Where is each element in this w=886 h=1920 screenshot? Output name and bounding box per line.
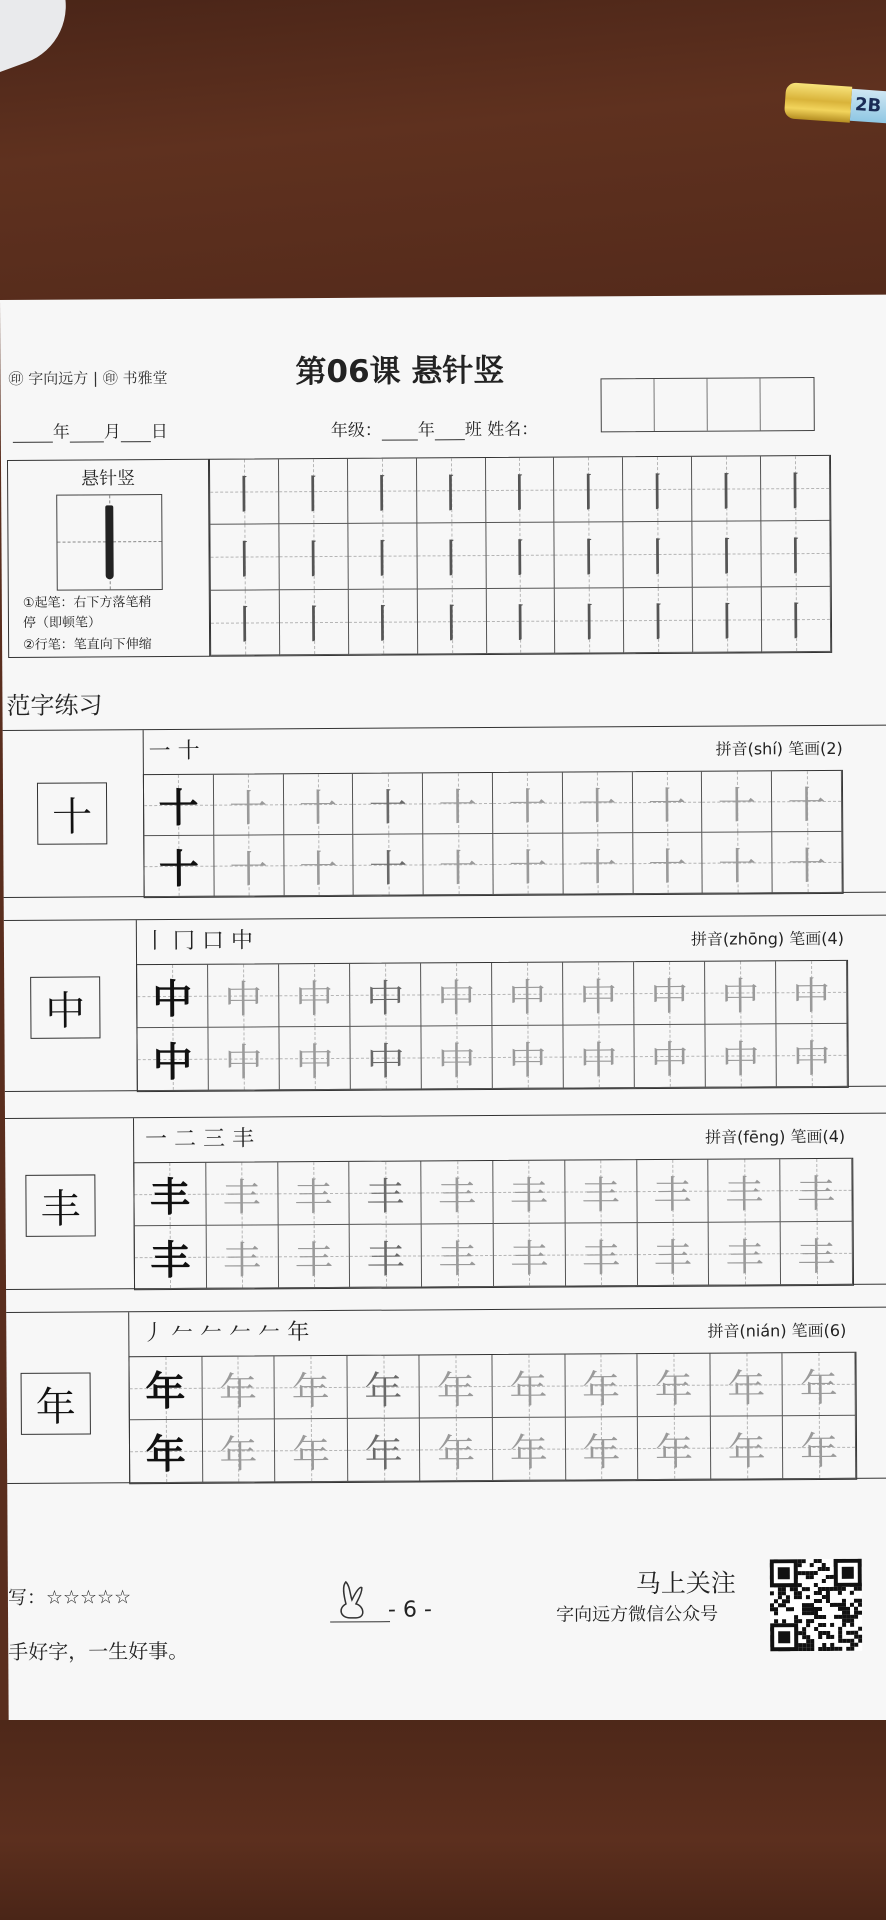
handwritten-glyph: 丰 (222, 1174, 261, 1220)
handwritten-glyph: 中 (366, 1039, 405, 1084)
handwritten-glyph: 中 (650, 974, 689, 1019)
practice-cell[interactable] (702, 771, 772, 832)
practice-cell[interactable] (214, 774, 284, 835)
handwritten-glyph: 年 (654, 1366, 693, 1411)
stroke-note-move: ②行笔：笔直向下伸缩 (23, 637, 152, 653)
practice-cell[interactable] (623, 457, 692, 523)
practice-cell[interactable] (350, 1161, 422, 1224)
practice-cell[interactable] (211, 590, 280, 656)
pinyin-strokes-info (715, 736, 842, 760)
handwritten-glyph: 丰 (437, 1173, 477, 1218)
handwritten-glyph: 年 (654, 1429, 694, 1474)
name-box[interactable] (760, 378, 813, 430)
handwritten-glyph: 年 (727, 1365, 766, 1411)
practice-cell[interactable] (214, 835, 284, 896)
grade-year-label: 年 (417, 420, 435, 441)
character-practice-grid[interactable] (133, 1158, 854, 1290)
pencil-ferrule (784, 82, 852, 123)
handwritten-glyph: 丰 (725, 1171, 764, 1217)
name-boxes[interactable] (600, 377, 814, 432)
practice-stroke: 丨 (431, 601, 472, 648)
practice-stroke: 丨 (431, 536, 472, 583)
handwritten-glyph: 丰 (581, 1235, 621, 1280)
practice-cell[interactable] (563, 772, 633, 833)
model-character: 中 (30, 976, 100, 1038)
practice-cell[interactable] (705, 961, 776, 1024)
practice-stroke: 丨 (706, 469, 747, 516)
practice-cell[interactable] (634, 962, 705, 1025)
practice-cell[interactable] (284, 835, 354, 896)
model-glyph: 十 (158, 845, 200, 893)
brand-logo: ㊞ 字向远方 | ㊞ 书雅堂 (8, 368, 168, 388)
practice-cell[interactable] (420, 1418, 493, 1481)
practice-cell[interactable] (421, 963, 492, 1026)
handwritten-glyph: 中 (792, 973, 831, 1018)
stroke-note-start: ①起笔：右下方落笔稍 (22, 595, 152, 611)
model-character: 年 (21, 1372, 91, 1434)
handwritten-glyph: 年 (437, 1430, 476, 1475)
handwritten-glyph: 丰 (438, 1236, 477, 1281)
practice-cell[interactable] (354, 834, 424, 895)
practice-cell[interactable] (279, 1027, 350, 1090)
model-glyph: 中 (152, 1038, 193, 1086)
practice-cell[interactable] (494, 1224, 566, 1287)
practice-cell[interactable] (349, 589, 418, 655)
practice-cell[interactable] (130, 1420, 203, 1483)
character-block (3, 725, 886, 898)
vertical-stroke-icon (105, 505, 113, 579)
practice-cell[interactable] (637, 1223, 709, 1286)
practice-cell[interactable] (711, 1416, 784, 1479)
practice-cell[interactable] (565, 1223, 637, 1286)
practice-cell[interactable] (350, 1224, 422, 1287)
practice-cell[interactable] (486, 458, 555, 524)
practice-cell[interactable] (709, 1159, 781, 1222)
handwritten-glyph: 丰 (797, 1234, 836, 1279)
practice-cell[interactable] (417, 458, 486, 524)
stroke-note-start-cont: 停（即顿笔） (22, 615, 102, 631)
practice-cell[interactable] (493, 773, 563, 834)
practice-cell[interactable] (563, 833, 633, 894)
date-line (13, 417, 168, 443)
practice-cell[interactable] (634, 1025, 705, 1088)
handwritten-glyph: 年 (509, 1367, 548, 1412)
practice-cell[interactable] (710, 1353, 783, 1416)
practice-cell[interactable] (275, 1419, 348, 1482)
pinyin-strokes-info (691, 926, 844, 950)
strokes-label: 笔画(2) (788, 738, 843, 759)
practice-stroke: 丨 (361, 471, 403, 518)
practice-cell[interactable] (492, 963, 563, 1026)
stroke-guide-title: 悬针竖 (81, 468, 136, 490)
handwritten-glyph: 丰 (796, 1171, 836, 1216)
handwritten-glyph: 丰 (509, 1173, 549, 1218)
handwritten-glyph: 丰 (510, 1236, 549, 1281)
practice-cell[interactable] (350, 1026, 421, 1089)
handwritten-glyph: 十 (229, 846, 268, 892)
practice-cell[interactable] (208, 964, 279, 1027)
practice-cell[interactable] (279, 964, 350, 1027)
practice-cell[interactable] (693, 587, 762, 653)
handwritten-glyph: 中 (721, 1036, 760, 1082)
handwritten-glyph: 十 (298, 785, 338, 830)
practice-cell[interactable] (638, 1354, 711, 1417)
practice-stroke: 丨 (224, 602, 266, 649)
handwritten-glyph: 十 (578, 783, 617, 828)
practice-cell[interactable] (624, 587, 693, 653)
practice-cell[interactable] (555, 523, 624, 589)
practice-cell[interactable] (761, 521, 830, 587)
practice-stroke: 丨 (293, 602, 334, 649)
pinyin-strokes-info (707, 1318, 846, 1342)
practice-stroke: 丨 (362, 601, 403, 649)
practice-stroke: 丨 (707, 599, 748, 647)
pencil (784, 82, 886, 126)
practice-cell[interactable] (780, 1159, 852, 1222)
motto: 手好字，一生好事。 (8, 1638, 189, 1664)
pinyin-label: 拼音(shí) (715, 739, 784, 759)
rabbit-icon (330, 1578, 390, 1626)
practice-stroke: 丨 (430, 470, 471, 518)
grade-label: 年级： (330, 420, 382, 441)
strokes-label: 笔画(4) (790, 1126, 846, 1147)
practice-cell[interactable] (693, 522, 762, 588)
practice-cell[interactable] (137, 1028, 208, 1091)
practice-cell[interactable] (486, 523, 555, 589)
handwritten-glyph: 年 (364, 1431, 403, 1476)
handwritten-glyph: 十 (787, 843, 827, 888)
practice-cell[interactable] (144, 775, 214, 836)
practice-cell[interactable] (420, 1355, 493, 1418)
stroke-diagram (56, 494, 163, 591)
character-block (6, 1307, 886, 1484)
practice-cell[interactable] (565, 1417, 638, 1480)
handwritten-glyph: 年 (364, 1368, 403, 1413)
practice-stroke: 丨 (499, 535, 541, 582)
practice-cell[interactable] (353, 773, 423, 834)
character-practice-grid[interactable] (128, 1352, 857, 1484)
handwritten-glyph: 年 (291, 1431, 331, 1476)
handwritten-glyph: 年 (219, 1431, 258, 1477)
stroke-order: 一 十 (148, 738, 200, 765)
model-character: 十 (37, 782, 107, 844)
handwritten-glyph: 十 (718, 843, 757, 889)
handwritten-glyph: 中 (366, 976, 405, 1021)
practice-cell[interactable] (709, 1222, 781, 1285)
practice-cell[interactable] (280, 590, 349, 656)
handwritten-glyph: 年 (436, 1367, 475, 1412)
handwritten-glyph: 年 (727, 1428, 766, 1474)
handwritten-glyph: 丰 (653, 1172, 692, 1217)
practice-cell[interactable] (206, 1225, 278, 1288)
practice-stroke: 丨 (706, 534, 747, 581)
handwritten-glyph: 丰 (294, 1174, 333, 1219)
grade-line (331, 415, 539, 441)
handwritten-glyph: 中 (792, 1036, 831, 1081)
practice-cell[interactable] (348, 458, 417, 524)
practice-cell[interactable] (493, 1161, 565, 1224)
worksheet (0, 295, 886, 1730)
handwritten-glyph: 年 (581, 1366, 621, 1411)
practice-cell[interactable] (624, 522, 693, 588)
handwritten-glyph: 十 (369, 846, 408, 891)
table-surface-top (0, 0, 886, 330)
model-glyph: 丰 (150, 1236, 191, 1284)
practice-cell[interactable] (776, 961, 847, 1024)
practice-cell[interactable] (210, 459, 279, 525)
model-glyph: 十 (158, 784, 199, 832)
practice-stroke: 丨 (637, 469, 678, 516)
date-year-label: 年 (52, 422, 70, 443)
practice-cell[interactable] (762, 587, 831, 653)
model-glyph: 中 (152, 975, 193, 1023)
strokes-label: 笔画(6) (791, 1320, 847, 1341)
practice-cell[interactable] (423, 834, 493, 895)
practice-cell[interactable] (279, 524, 348, 590)
rating-stars: 写：☆☆☆☆☆ (7, 1586, 132, 1609)
name-box[interactable] (654, 379, 707, 431)
practice-cell[interactable] (347, 1355, 420, 1418)
practice-cell[interactable] (781, 1222, 853, 1285)
date-day-label: 日 (150, 421, 168, 443)
practice-cell[interactable] (129, 1357, 202, 1420)
handwritten-glyph: 中 (295, 976, 334, 1021)
practice-cell[interactable] (423, 773, 493, 834)
practice-cell[interactable] (421, 1161, 493, 1224)
page-title: 第06课 悬针竖 (295, 352, 505, 391)
practice-cell[interactable] (783, 1416, 856, 1479)
practice-stroke: 丨 (775, 534, 816, 581)
practice-cell[interactable] (705, 1024, 776, 1087)
practice-stroke: 丨 (362, 536, 403, 583)
practice-cell[interactable] (417, 523, 486, 589)
strokes-label: 笔画(4) (789, 928, 844, 949)
handwritten-glyph: 十 (438, 784, 477, 829)
practice-cell[interactable] (275, 1356, 348, 1419)
practice-cell[interactable] (279, 459, 348, 525)
practice-cell[interactable] (776, 1024, 847, 1087)
pinyin-label: 拼音(nián) (707, 1321, 787, 1341)
practice-cell[interactable] (210, 525, 279, 591)
handwritten-glyph: 中 (579, 1037, 618, 1082)
practice-cell[interactable] (348, 524, 417, 590)
handwritten-glyph: 丰 (222, 1237, 262, 1283)
handwritten-glyph: 中 (224, 1039, 263, 1085)
practice-cell[interactable] (637, 1160, 709, 1223)
practice-stroke: 丨 (775, 468, 816, 515)
stroke-order: 一 二 三 丰 (145, 1126, 255, 1153)
table-surface-bottom (0, 1720, 886, 1920)
practice-cell[interactable] (554, 457, 623, 523)
name-box[interactable] (707, 378, 760, 430)
practice-cell[interactable] (422, 1224, 494, 1287)
handwritten-glyph: 中 (579, 974, 618, 1019)
practice-stroke: 丨 (568, 469, 609, 517)
handwritten-glyph: 丰 (366, 1174, 405, 1219)
practice-cell[interactable] (772, 771, 842, 832)
practice-cell[interactable] (421, 1026, 492, 1089)
practice-cell[interactable] (492, 1355, 565, 1418)
practice-cell[interactable] (772, 832, 842, 893)
practice-stroke: 丨 (293, 536, 334, 584)
practice-stroke: 丨 (568, 535, 610, 582)
practice-stroke: 丨 (638, 600, 679, 647)
practice-stroke: 丨 (637, 534, 678, 582)
practice-cell[interactable] (783, 1353, 856, 1416)
handwritten-glyph: 中 (224, 976, 263, 1022)
practice-cell[interactable] (135, 1226, 207, 1289)
practice-cell[interactable] (632, 772, 702, 833)
handwritten-glyph: 中 (650, 1037, 689, 1082)
handwritten-glyph: 十 (578, 844, 617, 889)
handwritten-glyph: 中 (721, 973, 760, 1019)
practice-stroke: 丨 (224, 537, 265, 584)
stroke-practice-grid[interactable] (209, 455, 832, 657)
handwritten-glyph: 丰 (581, 1172, 620, 1217)
practice-cell[interactable] (563, 962, 634, 1025)
handwritten-glyph: 年 (582, 1429, 621, 1474)
practice-stroke: 丨 (223, 472, 265, 519)
handwritten-glyph: 年 (218, 1368, 258, 1414)
handwritten-glyph: 十 (508, 845, 548, 890)
practice-stroke: 丨 (569, 600, 610, 647)
handwritten-glyph: 丰 (725, 1234, 764, 1280)
model-character: 丰 (25, 1174, 95, 1236)
handwritten-glyph: 十 (717, 782, 757, 828)
practice-cell[interactable] (492, 1026, 563, 1089)
stroke-order: 丿 𠂉 𠂉 𠂉 𠂉 年 (142, 1320, 310, 1347)
practice-cell[interactable] (134, 1163, 206, 1226)
practice-stroke: 丨 (500, 601, 541, 648)
qr-code-icon[interactable] (770, 1559, 863, 1652)
practice-cell[interactable] (493, 1418, 566, 1481)
model-glyph: 丰 (149, 1173, 191, 1221)
practice-cell[interactable] (486, 588, 555, 654)
character-block (5, 1113, 886, 1290)
handwritten-glyph: 中 (437, 975, 476, 1020)
handwritten-glyph: 中 (437, 1038, 476, 1083)
pinyin-label: 拼音(zhōng) (690, 929, 785, 949)
handwritten-glyph: 十 (299, 846, 338, 891)
follow-subtitle: 字向远方微信公众号 (555, 1603, 719, 1626)
pinyin-strokes-info (705, 1124, 845, 1148)
practice-cell[interactable] (761, 456, 830, 522)
practice-cell[interactable] (278, 1162, 350, 1225)
handwritten-glyph: 中 (508, 975, 547, 1020)
model-glyph: 年 (145, 1430, 186, 1478)
practice-cell[interactable] (638, 1417, 711, 1480)
date-month-label: 月 (103, 422, 121, 443)
handwritten-glyph: 丰 (653, 1235, 692, 1280)
practice-cell[interactable] (565, 1354, 638, 1417)
practice-cell[interactable] (493, 834, 563, 895)
practice-cell[interactable] (417, 589, 486, 655)
practice-stroke: 丨 (499, 470, 540, 517)
practice-cell[interactable] (703, 832, 773, 893)
practice-cell[interactable] (348, 1418, 421, 1481)
practice-cell[interactable] (555, 588, 624, 654)
practice-cell[interactable] (206, 1162, 278, 1225)
handwritten-glyph: 中 (295, 1039, 334, 1084)
pencil-label: 2B (850, 89, 886, 124)
handwritten-glyph: 十 (648, 844, 687, 889)
follow-title: 马上关注 (635, 1568, 736, 1599)
practice-cell[interactable] (202, 1419, 275, 1482)
practice-cell[interactable] (563, 1025, 634, 1088)
practice-cell[interactable] (283, 774, 353, 835)
class-name-label: 班 姓名： (464, 419, 539, 441)
handwritten-glyph: 十 (647, 783, 687, 828)
practice-cell[interactable] (350, 963, 421, 1026)
handwritten-glyph: 十 (368, 785, 408, 830)
practice-cell[interactable] (144, 836, 214, 897)
practice-cell[interactable] (692, 456, 761, 522)
practice-cell[interactable] (208, 1027, 279, 1090)
handwritten-glyph: 十 (787, 782, 826, 827)
handwritten-glyph: 年 (291, 1368, 330, 1413)
character-practice-grid[interactable] (136, 960, 849, 1092)
handwritten-glyph: 十 (508, 784, 547, 829)
model-glyph: 年 (145, 1367, 186, 1415)
handwritten-glyph: 年 (509, 1430, 548, 1475)
pinyin-label: 拼音(fēng) (705, 1127, 786, 1147)
practice-cell[interactable] (278, 1225, 350, 1288)
handwritten-glyph: 十 (438, 845, 478, 890)
stroke-order: 丨 冂 口 中 (143, 928, 253, 955)
practice-cell[interactable] (202, 1356, 275, 1419)
name-box[interactable] (601, 379, 654, 431)
practice-stroke: 丨 (775, 599, 817, 646)
handwritten-glyph: 中 (508, 1038, 547, 1083)
practice-stroke: 丨 (292, 471, 334, 518)
character-block (4, 915, 886, 1092)
page-number: - 6 - (387, 1597, 432, 1623)
handwritten-glyph: 丰 (366, 1237, 405, 1282)
practice-cell[interactable] (633, 833, 703, 894)
character-practice-grid[interactable] (143, 770, 844, 898)
handwritten-glyph: 十 (229, 785, 268, 831)
section-title: 范字练习 (6, 691, 103, 720)
practice-cell[interactable] (137, 965, 208, 1028)
handwritten-glyph: 年 (799, 1365, 838, 1410)
handwritten-glyph: 丰 (294, 1237, 334, 1282)
stroke-guide-panel (7, 459, 210, 658)
practice-cell[interactable] (565, 1160, 637, 1223)
handwritten-glyph: 年 (800, 1428, 839, 1473)
